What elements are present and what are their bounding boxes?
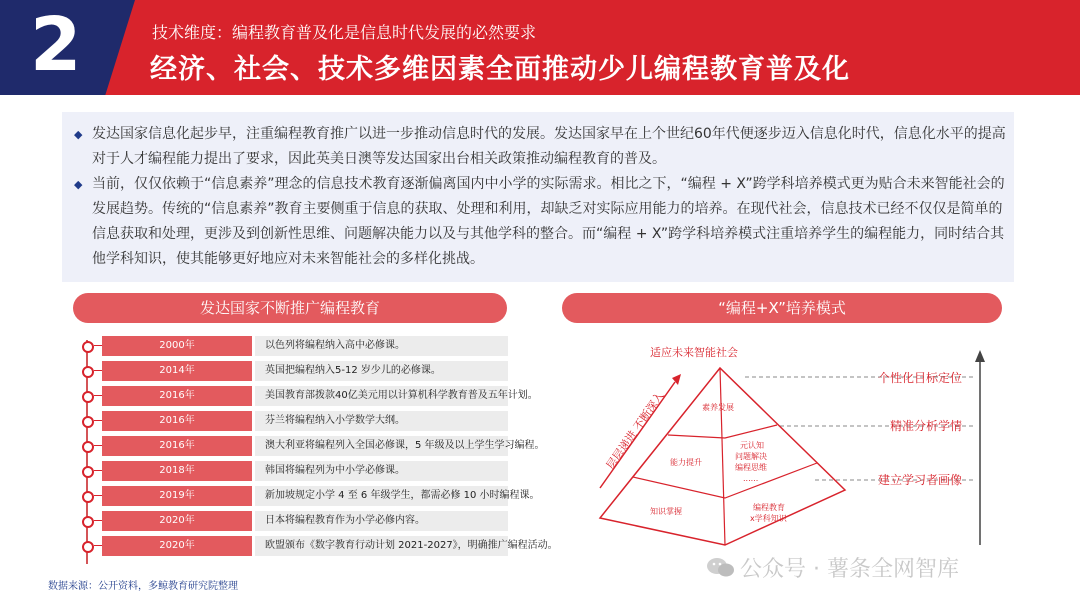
timeline-event: 英国把编程纳入5-12 岁少儿的必修课。 xyxy=(255,361,508,381)
timeline-year: 2019年 xyxy=(102,486,252,506)
right-lower-label-1: 编程教育 xyxy=(753,503,785,512)
page-title: 经济、社会、技术多维因素全面推动少儿编程教育普及化 xyxy=(150,54,850,85)
header-banner xyxy=(0,0,1080,95)
section-number: 2 xyxy=(30,2,82,88)
right-dots-label: ...... xyxy=(743,474,759,483)
paragraph-1 xyxy=(74,122,1007,172)
paragraph-2-text: 当前，仅仅依赖于“信息素养”理念的信息技术教育逐渐偏离国内中小学的实际需求。相比之下，“编程 + X”跨学科培养模式更为贴合未来智能社会的发展趋势。传统的“信息素养”教育主要侧重于信息的获取、处理和利用，却缺乏对实际应用能力的培养。在现代社会，信息技术已经不仅仅是简单的信息获取和处理，更涉及到创新性思维、问题解决能力以及与其他学科的整合。而“编程 + X”跨学科培养模式注重培养学生的编程能力，同时结合其他学科知识，使其能够更好地应对未来智能社会的多样化挑战。 xyxy=(92,176,1005,267)
layer-middle-label: 能力提升 xyxy=(670,458,702,467)
timeline-row xyxy=(78,361,508,381)
timeline-dot-icon xyxy=(82,416,94,428)
paragraph-2 xyxy=(74,172,1007,272)
arrow-up-icon xyxy=(975,350,985,362)
right-upper-label-2: 问题解决 xyxy=(735,452,767,461)
timeline-row xyxy=(78,461,508,481)
timeline-dot-icon xyxy=(82,366,94,378)
timeline-dot-icon xyxy=(82,541,94,553)
data-source-note: 数据来源：公开资料，多鲸教育研究院整理 xyxy=(48,581,238,592)
timeline-event: 以色列将编程纳入高中必修课。 xyxy=(255,336,508,356)
pyramid-side-label: 层层递进 不断深入 xyxy=(603,389,667,472)
right-upper-label-1: 元认知 xyxy=(740,441,764,450)
timeline-dot-icon xyxy=(82,391,94,403)
timeline-dot-icon xyxy=(82,516,94,528)
timeline-event: 日本将编程教育作为小学必修内容。 xyxy=(255,511,508,531)
timeline-year: 2020年 xyxy=(102,536,252,556)
right-lower-label-2: x学科知识 xyxy=(750,514,787,523)
timeline-row xyxy=(78,386,538,406)
timeline-row xyxy=(78,511,508,531)
summary-box xyxy=(62,112,1014,282)
timeline-event: 美国教育部拨款40亿美元用以计算机科学教育普及五年计划。 xyxy=(255,386,508,406)
right-upper-label-3: 编程思维 xyxy=(735,463,767,472)
watermark-text: 公众号 · 薯条全网智库 xyxy=(740,557,959,582)
layer-top-label: 素养发展 xyxy=(702,403,734,412)
timeline-year: 2016年 xyxy=(102,386,252,406)
target-label-3: 建立学习者画像 xyxy=(878,473,963,487)
timeline-year: 2016年 xyxy=(102,436,252,456)
timeline-dot-icon xyxy=(82,441,94,453)
timeline-event: 韩国将编程列为中小学必修课。 xyxy=(255,461,508,481)
timeline-row xyxy=(78,436,545,456)
timeline-event: 澳大利亚将编程列入全国必修课，5 年级及以上学生学习编程。 xyxy=(255,436,508,456)
layer-bottom-label: 知识掌握 xyxy=(650,507,682,516)
target-label-2: 精准分析学情 xyxy=(890,419,963,433)
timeline-event: 新加坡规定小学 4 至 6 年级学生，都需必修 10 小时编程课。 xyxy=(255,486,508,506)
timeline-dot-icon xyxy=(82,466,94,478)
pyramid-diagram xyxy=(580,340,1000,550)
left-panel-title: 发达国家不断推广编程教育 xyxy=(73,293,507,323)
paragraph-1-text: 发达国家信息化起步早，注重编程教育推广以进一步推动信息时代的发展。发达国家早在上个世纪60年代便逐步迈入信息化时代，信息化水平的提高对于人才编程能力提出了要求，因此英美日澳等发达国家出台相关政策推动编程教育的普及。 xyxy=(92,126,1006,167)
timeline-event: 欧盟颁布《数字教育行动计划 2021-2027》，明确推广编程活动。 xyxy=(255,536,508,556)
timeline-row xyxy=(78,411,508,431)
timeline-year: 2014年 xyxy=(102,361,252,381)
timeline-row xyxy=(78,336,508,356)
timeline-dot-icon xyxy=(82,341,94,353)
timeline-year: 2018年 xyxy=(102,461,252,481)
wechat-logo-icon xyxy=(706,556,736,578)
pyramid-top-label: 适应未来智能社会 xyxy=(650,346,738,359)
timeline-dot-icon xyxy=(82,491,94,503)
timeline-event: 芬兰将编程纳入小学数学大纲。 xyxy=(255,411,508,431)
diamond-bullet-icon: ◆ xyxy=(74,128,83,141)
pyramid-ridge xyxy=(720,368,725,545)
timeline-row xyxy=(78,536,558,556)
timeline-year: 2020年 xyxy=(102,511,252,531)
timeline-year: 2000年 xyxy=(102,336,252,356)
right-panel-title: “编程+X”培养模式 xyxy=(562,293,1002,323)
target-label-1: 个性化目标定位 xyxy=(878,371,963,385)
diamond-bullet-icon: ◆ xyxy=(74,178,83,191)
pyramid-line-2 xyxy=(633,463,817,498)
header-subtitle: 技术维度：编程教育普及化是信息时代发展的必然要求 xyxy=(152,23,537,42)
timeline-row xyxy=(78,486,540,506)
timeline-year: 2016年 xyxy=(102,411,252,431)
